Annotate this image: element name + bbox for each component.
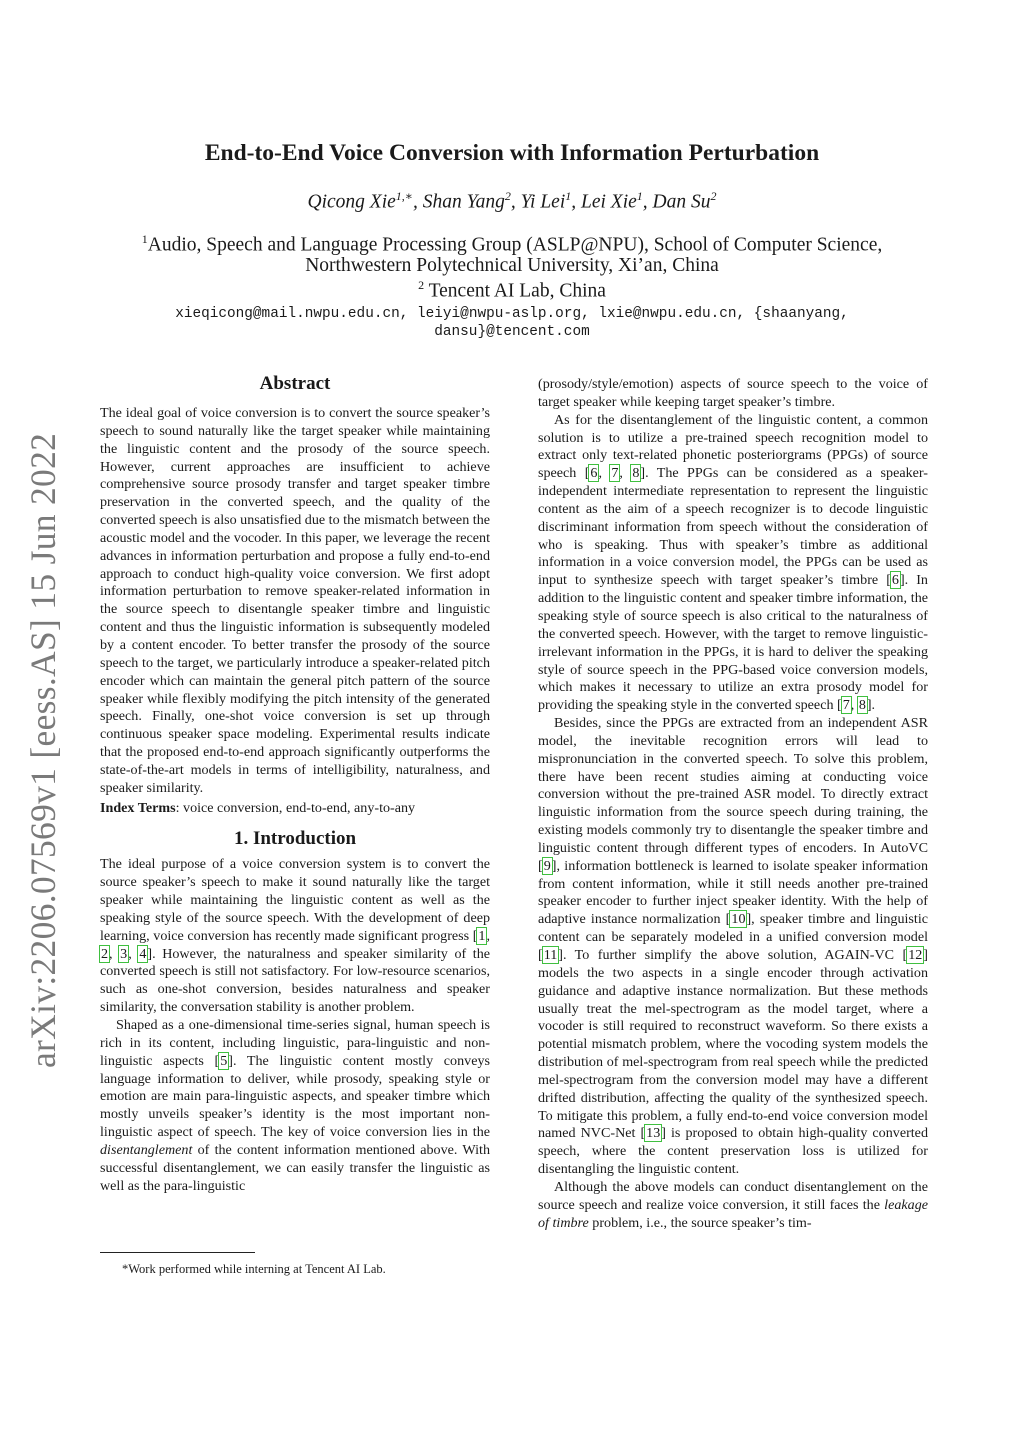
citation-link[interactable]: 12 (908, 947, 923, 963)
index-terms (100, 800, 490, 818)
citation-link[interactable]: 13 (646, 1125, 661, 1142)
citation-link[interactable]: 3 (120, 945, 128, 962)
author-separator: , (412, 191, 423, 213)
paragraph-text: problem, i.e., the source speaker’s tim- (588, 1214, 812, 1231)
paragraph-text: ], information bottleneck is learned to isolate speaker information from content information, while it still needs another pre-trained speaker encoder to further inject speaker identity. With the help of adaptive instance normalization [ (538, 857, 928, 928)
paragraph-text: The ideal purpose of a voice conversion system is to convert the source speaker’s speech to make it sound naturally like the target speaker while maintaining the linguistic content as well as the speaking style of the source speech. With the development of deep learning, voice conversion has recently made significant progress [ (100, 856, 490, 944)
author-separator: , (510, 191, 521, 213)
right-paragraph-asr (538, 715, 928, 1179)
paragraph-text: ] models the two aspects in a single encoder through activation guidance and adaptive instance normalization. But these methods usually treat the mel-spectrogram as the model target, where a vocoder is still required to reconstruct waveform. So there exists a potential mismatch problem, where the vocoding system models the distribution of mel-spectrogram from real speech while the predicted mel-spectrogram from the conversion model may have a different drifted distribution, affecting the quality of the synthesized speech. To mitigate this problem, a fully end-to-end voice conversion model named NVC-Net [ (538, 947, 928, 1142)
author-affiliation-mark: 1,∗ (395, 189, 413, 203)
paragraph-text: ]. In addition to the linguistic content and speaker timbre information, the speaking style of source speech is also critical to the naturalness of the converted speech. However, with the target to remove linguistic-irrelevant information in the PPGs, it is hard to deliver the speaking style of source speech in the PPG-based voice conversion models, which makes it necessary to utilize an extra prosody model for providing the speaking style in the converted speech [ (538, 572, 928, 714)
paragraph-text: As for the disentanglement of the linguistic content, a common solution is to utilize a pre-trained speech recognition model to extract only text-related phonetic posteriorgrams (PPGs) of source speech [ (538, 411, 928, 482)
citation-link[interactable]: 6 (891, 572, 899, 589)
affiliation-2 (0, 278, 1024, 303)
index-terms-value: : voice conversion, end-to-end, any-to-any (175, 799, 416, 816)
author-name: Lei Xie (580, 191, 637, 213)
paragraph-text: ]. The linguistic content mostly conveys language information to deliver, while prosody, speaking style or emotion are main para-linguistic aspects, and speaker timbre which mostly unveils speaker’s identity is the most important non-linguistic aspect of speech. The key of voice conversion lies in the (100, 1052, 490, 1141)
paragraph-text: ]. However, the naturalness and speaker similarity of the converted speech is still not satisfactory. For low-resource scenarios, such as one-shot conversion, besides naturalness and speaker similarity, the conversation stability is another problem. (100, 945, 490, 1016)
paragraph-text: Although the above models can conduct disentanglement on the source speech and realize voice conversion, it still faces the (538, 1178, 928, 1213)
affiliation-1-line-1 (0, 232, 1024, 257)
author-affiliation-mark: 1 (636, 189, 643, 203)
introduction-heading: 1. Introduction (233, 828, 357, 850)
citation-link[interactable]: 8 (632, 465, 640, 482)
author-name: Dan Su (652, 191, 711, 213)
paper-title: End-to-End Voice Conversion with Information Perturbation (204, 140, 820, 166)
arxiv-stamp: arXiv:2206.07569v1 [eess.AS] 15 Jun 2022 (23, 432, 63, 1068)
affiliation-mark: 1 (141, 232, 148, 246)
citation-link[interactable]: 9 (543, 857, 551, 874)
author-name: Shan Yang (422, 191, 505, 213)
email-line-1: xieqicong@mail.nwpu.edu.cn, leiyi@nwpu-aslp.org, lxie@nwpu.edu.cn, {shaanyang, (175, 306, 849, 322)
emphasis-text: disentanglement (100, 1141, 193, 1158)
emphasis-text: leakage of timbre (538, 1196, 928, 1231)
footnote-rule (100, 1252, 255, 1253)
citation-link[interactable]: 7 (611, 465, 619, 482)
abstract-heading: Abstract (259, 373, 331, 394)
abstract-text: The ideal goal of voice conversion is to convert the source speaker’s speech to sound naturally like the target speaker while maintaining the linguistic content and the prosody of the source speech. However, current approaches are insufficient to achieve comprehensive source prosody transfer and target speaker timbre preservation in the converted speech, and the quality of the converted speech is also unsatisfied due to the mismatch between the acoustic model and the vocoder. In this paper, we leverage the recent advances in information perturbation and propose a fully end-to-end approach to conduct high-quality voice conversion. We first adopt information perturbation to remove speaker-related information in the source speech to disentangle speaker timbre and linguistic content and thus the linguistic information is subsequently modeled by a content encoder. To better transfer the prosody of the source speech to the target, we particularly introduce a speaker-related pitch encoder which can maintain the general pitch pattern of the source speaker while flexibly modifying the pitch intensity of the generated speech. Finally, one-shot voice conversion is set up through continuous speaker space modeling. Experimental results indicate that the proposed end-to-end approach significantly outperforms the state-of-the-art models in terms of intelligibility, naturalness, and speaker similarity. (100, 405, 490, 796)
paragraph-text: ], speaker timbre and linguistic content can be separately modeled in a unified conversion model [ (538, 911, 929, 963)
left-column (100, 372, 490, 1195)
citation-link[interactable]: 1 (478, 927, 486, 944)
paragraph-text: ] is proposed to obtain high-quality converted speech, where the content preservation loss is utilized for disentangling the linguistic content. (538, 1125, 928, 1178)
author-name: Qicong Xie (307, 191, 396, 213)
paragraph-text: ]. (866, 697, 876, 714)
right-paragraph-leakage (538, 1179, 928, 1233)
citation-link[interactable]: 4 (139, 945, 147, 962)
index-terms-label: Index Terms (100, 799, 176, 816)
intro-paragraph-1: The ideal purpose of a voice conversion system is to convert the source speaker’s speech to make it sound naturally like the target speaker while maintaining the linguistic content as well as the speaking style of the source speech. With the development of deep learning, voice conversion has recently made significant progress [1, 2, 3, 4]. However, the naturalness and speaker similarity of the converted speech is still not satisfactory. For low-resource scenarios, such as one-shot conversion, besides naturalness and speaker similarity, the conversation stability is another problem. (100, 856, 490, 1016)
paragraph-text: ]. To further simplify the above solution, AGAIN-VC [ (558, 947, 908, 963)
paragraph-text: Shaped as a one-dimensional time-series signal, human speech is rich in its content, including linguistic, para-linguistic and non-linguistic aspects [ (100, 1017, 490, 1069)
right-paragraph-ppg: As for the disentanglement of the linguistic content, a common solution is to utilize a pre-trained speech recognition model to extract only text-related phonetic posteriorgrams (PPGs) of source speech [6, 7, 8]. The PPGs can be considered as a speaker-independent intermediate representation to represent the linguistic content as the aim of a speech recognizer is to decode linguistic discriminant information from speech without the consideration of who is speaking. Thus with speaker’s timbre as additional information in a voice conversion model, the PPGs can be used as input to synthesize speech with target speaker’s timbre [6]. In addition to the linguistic content and speaker timbre information, the speaking style of source speech is also critical to the naturalness of the converted speech. However, with the target to remove linguistic-irrelevant information in the PPGs, it is hard to deliver the speaking style of source speech in the PPG-based voice conversion models, which makes it necessary to utilize an extra prosody model for providing the speaking style in the converted speech [7, 8]. (538, 411, 928, 714)
citation-link[interactable]: 6 (590, 465, 598, 482)
citation-link[interactable]: 10 (731, 911, 746, 928)
author-affiliation-mark: 1 (565, 189, 572, 203)
right-column (538, 376, 928, 1233)
intro-paragraph-2 (100, 1017, 490, 1195)
paragraph-text: ]. The PPGs can be considered as a speaker-independent intermediate representation to represent the linguistic content as the aim of a speech recognizer is to decode linguistic discriminant information from speech without the consideration of who is speaking. Thus with speaker’s timbre as additional information in a voice conversion model, the PPGs can be used as input to synthesize speech with target speaker’s timbre [ (538, 465, 928, 589)
author-name: Yi Lei (520, 191, 566, 213)
paragraph-text: Besides, since the PPGs are extracted from an independent ASR model, the inevitable recognition errors will lead to mispronunciation in the converted speech. To solve this problem, there have been recent studies aiming at conducting voice conversion without the pre-trained ASR model. To directly extract linguistic information from the source speech during training, the existing models commonly try to disentangle the speaker timbre and linguistic content through different types of encoders. In AutoVC [ (538, 715, 928, 874)
citation-link[interactable]: 8 (858, 697, 866, 714)
email-line-2: dansu}@tencent.com (434, 324, 590, 340)
right-paragraph-continued: (prosody/style/emotion) aspects of source speech to the voice of target speaker while keeping target speaker’s timbre. (538, 376, 928, 410)
author-affiliation-mark: 2 (710, 189, 717, 203)
affiliation-mark: 2 (418, 278, 425, 292)
citation-link[interactable]: 7 (842, 697, 850, 714)
author-separator: , (571, 191, 581, 213)
author-separator: , (642, 191, 653, 213)
affiliation-1-line-2: Northwestern Polytechnical University, Xi’an, China (305, 255, 719, 276)
citation-link[interactable]: 11 (543, 947, 558, 963)
author-affiliation-mark: 2 (504, 189, 511, 203)
footnote: *Work performed while interning at Tencent AI Lab. (122, 1262, 386, 1276)
citation-link[interactable]: 5 (220, 1052, 228, 1069)
citation-link[interactable]: 2 (101, 945, 109, 962)
affiliation-text: Audio, Speech and Language Processing Group (ASLP@NPU), School of Computer Science, (147, 234, 883, 256)
affiliation-text: Tencent AI Lab, China (424, 280, 606, 302)
author-list (0, 189, 1024, 214)
paragraph-text: of the content information mentioned above. With successful disentanglement, we can easily transfer the linguistic as well as the para-linguistic (100, 1141, 490, 1194)
